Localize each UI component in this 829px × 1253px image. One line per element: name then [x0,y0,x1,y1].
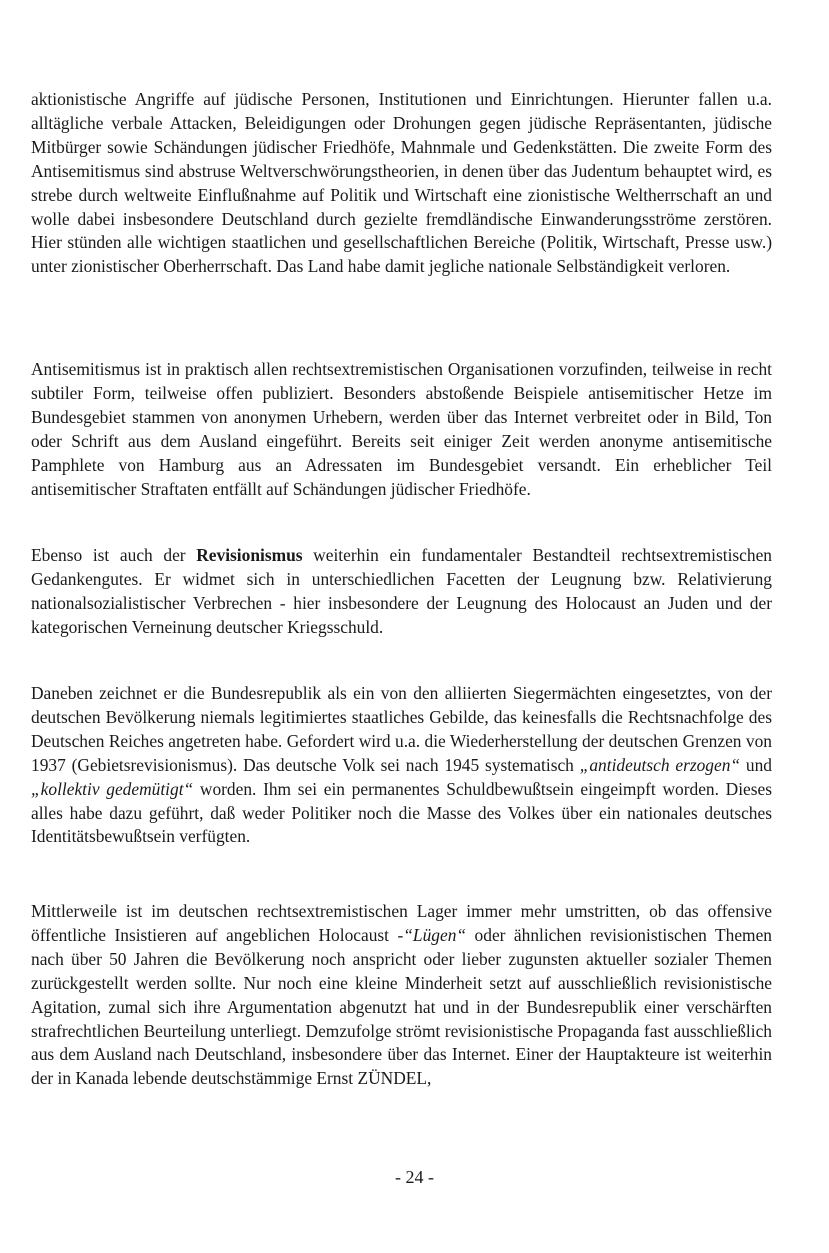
quote-luegen: “Lügen“ [403,924,467,945]
paragraph-revisionist-camp-a: Mittlerweile ist im deutschen rechtsextremistischen Lager immer mehr umstritten, ob das offensive öffentliche Insistieren auf angeblichen Holocaust - [31,901,772,945]
quote-kollektiv-gedemuetigt: „kollektiv gedemütigt“ [31,778,194,799]
paragraph-antisemitism-forms: aktionistische Angriffe auf jüdische Personen, Institutionen und Einrichtungen. Hierunter fallen u.a. alltägliche verbale Attacken, Beleidigungen oder Drohungen gegen jüdische Repräsentanten, jüdische Mitbürger sowie Schändungen jüdischer Friedhöfe, Mahnmale und Gedenkstätten. Die zweite Form des Antisemitismus sind abstruse Weltverschwörungstheorien, in denen über das Judentum behauptet wird, es strebe durch weltweite Einflußnahme auf Politik und Wirtschaft eine zionistische Weltherrschaft an und wolle dabei insbesondere Deutschland durch gezielte fremdländische Einwanderungsströme zerstören. Hier stünden alle wichtigen staatlichen und gesellschaftlichen Bereiche (Politik, Wirtschaft, Presse usw.) unter zionistischer Oberherrschaft. Das Land habe damit jegliche nationale Selbständigkeit verloren. [31,89,772,277]
paragraph-federal-republic-b: und [740,754,772,775]
paragraph-federal-republic [31,682,772,849]
paragraph-revisionism-start: Ebenso ist auch der [31,545,197,565]
paragraph-revisionism [31,544,772,640]
page-number: - 24 - [395,1167,434,1187]
paragraph-revisionist-camp-b: oder ähnlichen revisionistischen Themen nach über 50 Jahren die Bevölkerung noch anspricht oder lieber zugunsten aktueller sozialer Themen zurückgestellt werden sollte. Nur noch eine kleine Minderheit setzt auf ausschließlich revisionistische Agitation, zumal sich ihre Argumentation abgenutzt hat und in der Bundesrepublik einer verschärften strafrechtlichen Beurteilung unterliegt. Demzufolge strömt revisionistische Propaganda fast ausschließlich aus dem Ausland nach Deutschland, insbesondere über das Internet. Einer der Hauptakteure ist weiterhin der in Kanada lebende deutschstämmige Ernst ZÜNDEL, [31,924,772,1089]
paragraph-federal-republic-a: Daneben zeichnet er die Bundesrepublik als ein von den alliierten Siegermächten eingesetztes, von der deutschen Bevölkerung niemals legitimiertes staatliches Gebilde, das keinesfalls die Rechtsnachfolge des Deutschen Reiches angetreten habe. Gefordert wird u.a. die Wiederherstellung der deutschen Grenzen von 1937 (Gebietsrevisionismus). Das deutsche Volk sei nach 1945 systematisch [31,683,772,775]
term-revisionismus: Revisionismus [196,545,303,565]
paragraph-federal-republic-c: worden. Ihm sei ein permanentes Schuldbewußtsein eingeimpft worden. Dieses alles habe dazu geführt, daß weder Politiker noch die Masse des Volkes über ein nationales deutsches Identitätsbewußtsein verfügten. [31,778,772,847]
paragraph-antisemitism-spread: Antisemitismus ist in praktisch allen rechtsextremistischen Organisationen vorzufinden, teilweise in recht subtiler Form, teilweise offen publiziert. Besonders abstoßende Beispiele antisemitischer Hetze im Bundesgebiet stammen von anonymen Urhebern, werden über das Internet verbreitet oder in Bild, Ton oder Schrift aus dem Ausland eingeführt. Bereits seit einiger Zeit werden anonyme antisemitische Pamphlete von Hamburg aus an Adressaten im Bundesgebiet versandt. Ein erheblicher Teil antisemitischer Straftaten entfällt auf Schändungen jüdischer Friedhöfe. [31,359,772,499]
paragraph-revisionist-camp [31,900,772,1091]
quote-antideutsch-erzogen: „antideutsch erzogen“ [579,754,741,775]
document-page [31,88,772,1089]
paragraph-revisionism-end: weiterhin ein fundamentaler Bestandteil rechtsextremistischen Gedankengutes. Er widmet sich in unterschiedlichen Facetten der Leugnung bzw. Relativierung nationalsozialistischer Verbrechen - hier insbesondere der Leugnung des Holocaust an Juden und der kategorischen Verneinung deutscher Kriegsschuld. [31,545,772,637]
